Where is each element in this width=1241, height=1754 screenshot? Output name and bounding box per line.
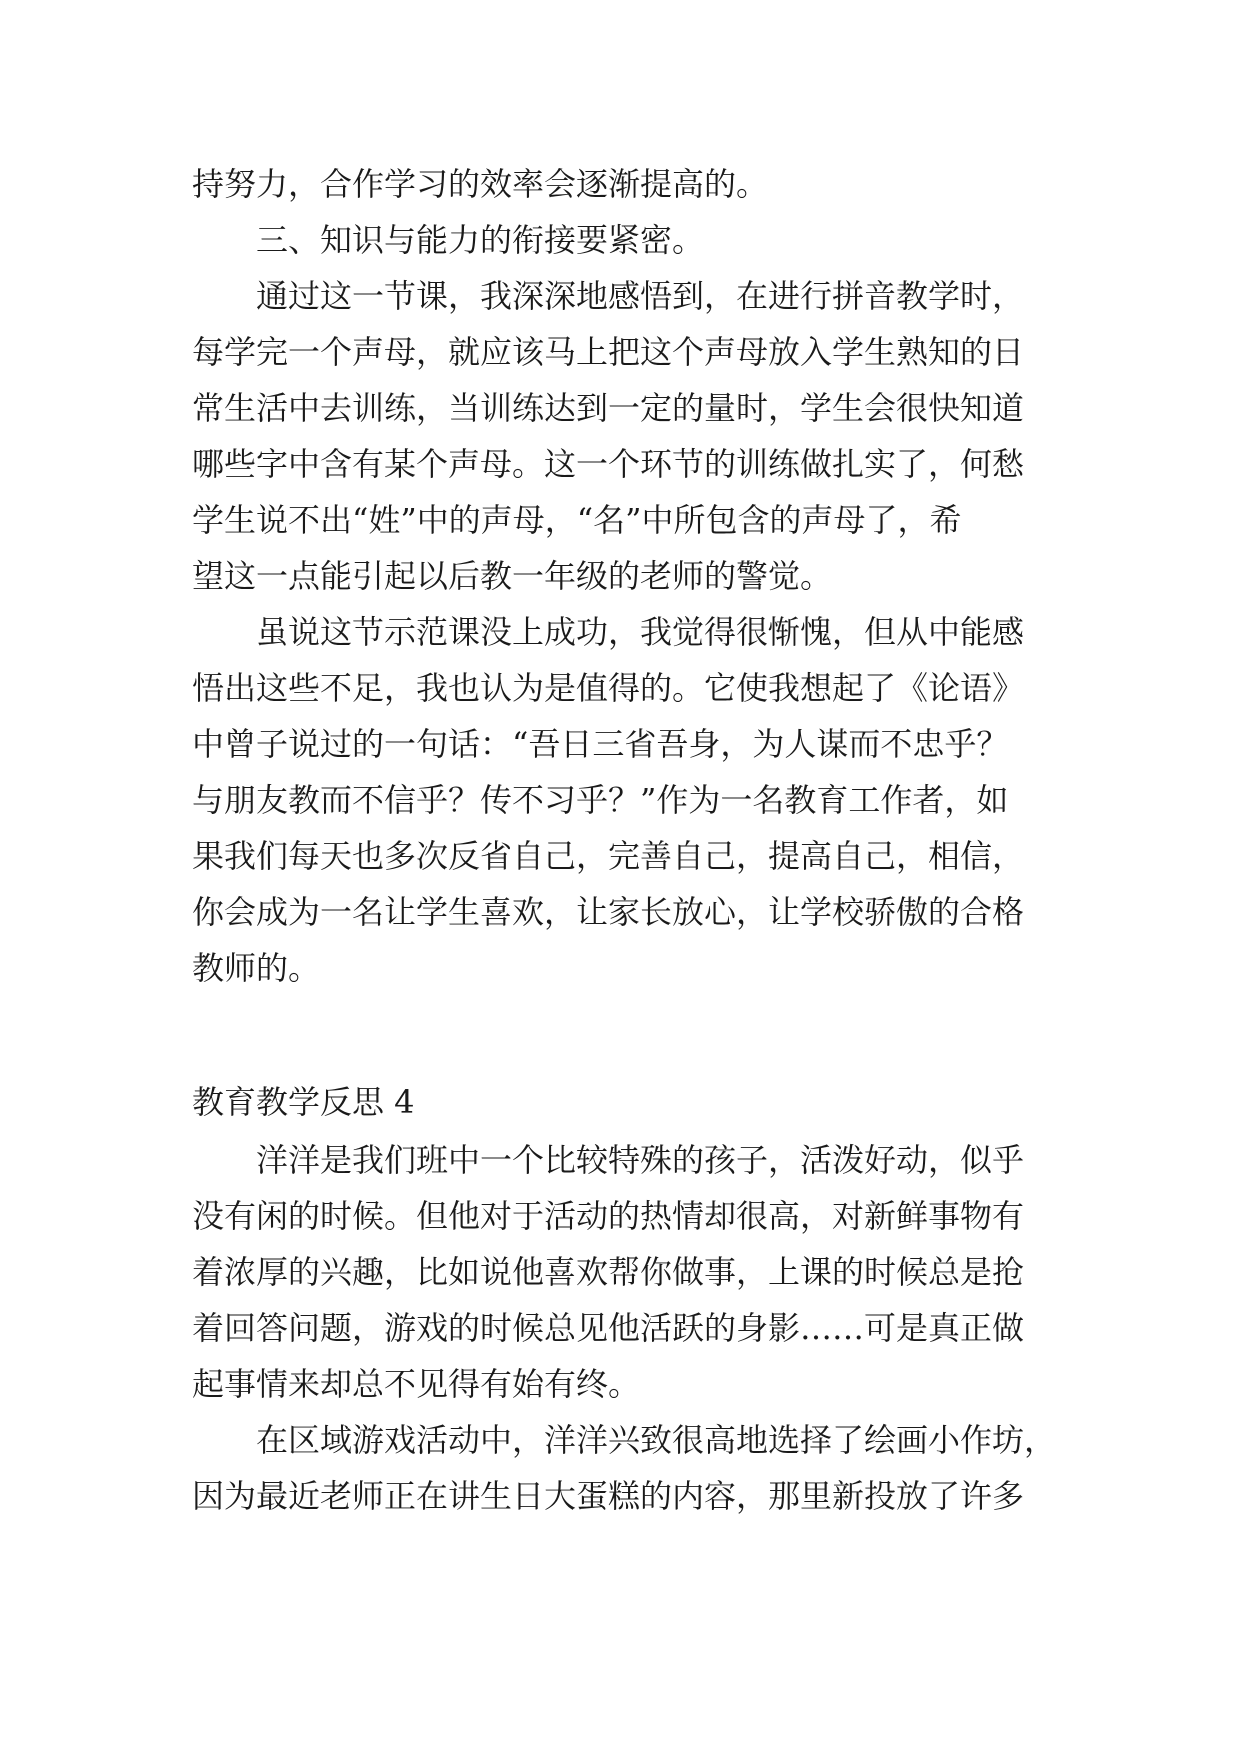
text-line: 与朋友教而不信乎？传不习乎？”作为一名教育工作者，如: [192, 781, 1009, 819]
text-line: 着浓厚的兴趣，比如说他喜欢帮你做事，上课的时候总是抢: [192, 1253, 1025, 1291]
text-line: 在区域游戏活动中，洋洋兴致很高地选择了绘画小作坊，: [256, 1421, 1057, 1459]
text-line: 果我们每天也多次反省自己，完善自己，提高自己，相信，: [192, 837, 1025, 875]
section-heading: 三、知识与能力的衔接要紧密。: [256, 221, 705, 259]
text-line: 没有闲的时候。但他对于活动的热情却很高，对新鲜事物有: [192, 1197, 1025, 1235]
text-line: 虽说这节示范课没上成功，我觉得很惭愧，但从中能感: [256, 613, 1025, 651]
text-line: 望这一点能引起以后教一年级的老师的警觉。: [192, 557, 833, 595]
text-line: 悟出这些不足，我也认为是值得的。它使我想起了《论语》: [192, 669, 1025, 707]
text-line: 持努力，合作学习的效率会逐渐提高的。: [192, 165, 769, 203]
text-line: 你会成为一名让学生喜欢，让家长放心，让学校骄傲的合格: [192, 893, 1025, 931]
text-line: 通过这一节课，我深深地感悟到，在进行拼音教学时，: [256, 277, 1025, 315]
article-title: 教育教学反思 4: [192, 1083, 415, 1121]
text-line: 中曾子说过的一句话：“吾日三省吾身，为人谋而不忠乎？: [192, 725, 1009, 763]
text-line: 哪些字中含有某个声母。这一个环节的训练做扎实了，何愁: [192, 445, 1025, 483]
text-line: 常生活中去训练，当训练达到一定的量时，学生会很快知道: [192, 389, 1025, 427]
text-line: 每学完一个声母，就应该马上把这个声母放入学生熟知的日: [192, 333, 1025, 371]
text-line: 起事情来却总不见得有始有终。: [192, 1365, 641, 1403]
text-line: 学生说不出“姓”中的声母，“名”中所包含的声母了，希: [192, 501, 962, 539]
text-line: 教师的。: [192, 949, 321, 987]
text-line: 因为最近老师正在讲生日大蛋糕的内容，那里新投放了许多: [192, 1477, 1025, 1515]
text-line: 洋洋是我们班中一个比较特殊的孩子，活泼好动，似乎: [256, 1141, 1025, 1179]
text-line: 着回答问题，游戏的时候总见他活跃的身影……可是真正做: [192, 1309, 1025, 1347]
